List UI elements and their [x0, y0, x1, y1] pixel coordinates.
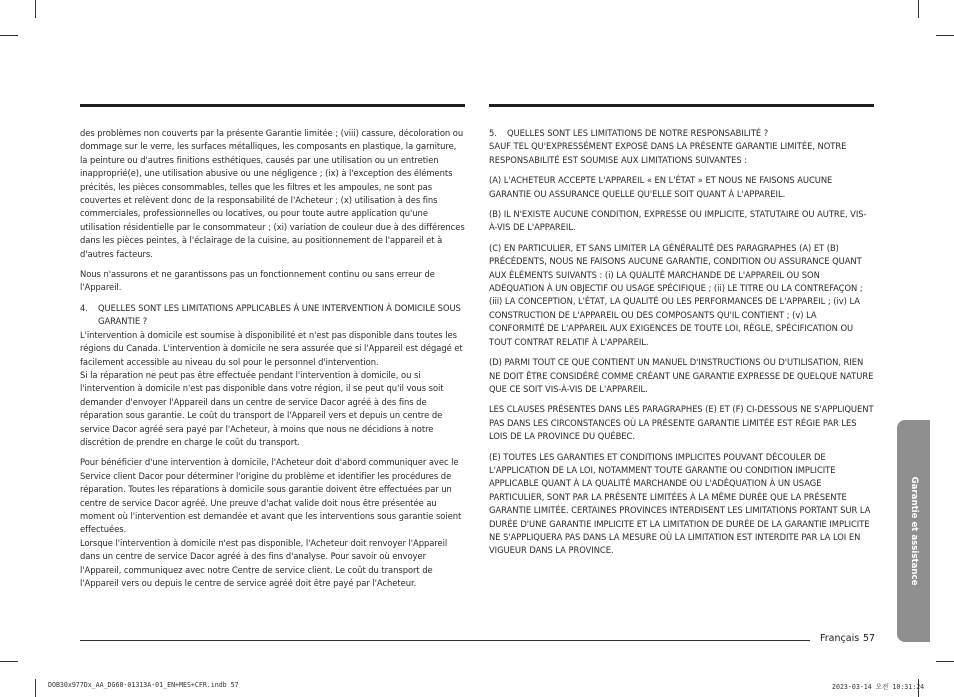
section-side-tab	[897, 420, 930, 642]
section-heading-5	[489, 127, 874, 140]
section-title: QUELLES SONT LES LIMITATIONS DE NOTRE RESPONSABILITÉ ?	[507, 128, 769, 138]
print-slug-file: DOB30x977Dx_AA_DG68-01313A-01_EN+MES+CFR.indb 57	[48, 681, 239, 689]
body-paragraph: L'intervention à domicile est soumise à disponibilité et n'est pas disponible dans toutes les régions du Canada. L'intervention à domicile ne sera assurée que si l'Appareil est dégagé et facilement accessible au niveau du sol pour le personnel d'intervention.	[80, 329, 463, 367]
body-paragraph: LES CLAUSES PRÉSENTES DANS LES PARAGRAPHES (E) ET (F) CI-DESSOUS NE S'APPLIQUENT PAS DANS LES CIRCONSTANCES OÙ LA PRÉSENTE GARANTIE LIMITÉE EST RÉGIE PAR LES LOIS DE LA PROVINCE DU QUÉBEC.	[489, 404, 874, 442]
crop-mark	[936, 35, 954, 36]
right-column-rule	[489, 104, 874, 107]
crop-mark	[918, 0, 919, 18]
crop-mark	[0, 35, 18, 36]
print-slug-timestamp: 2023-03-14 오전 10:31:24	[832, 683, 925, 691]
body-paragraph: (D) PARMI TOUT CE QUE CONTIENT UN MANUEL D'INSTRUCTIONS OU D'UTILISATION, RIEN NE DOIT ÊTRE CONSIDÉRÉ COMME CRÉANT UNE GARANTIE EXPRESSE DE QUELQUE NATURE QUE CE SOIT VIS-À-VIS DE L'APPAREIL.	[489, 357, 874, 394]
body-paragraph: Si la réparation ne peut pas être effectuée pendant l'intervention à domicile, ou si l'intervention à domicile n'est pas disponible dans votre région, il se peut qu'il vous soit demander d'envoyer l'Appareil dans un centre de service Dacor agréé à des fins de réparation sous garantie. Le coût du transport de l'Appareil vers et depuis un centre de service Dacor agréé sera payé par l'Acheteur, à moins que nous ne décidions à notre discrétion de prendre en charge le coût du transport.	[80, 369, 444, 447]
section-number: 4.	[80, 302, 88, 313]
body-paragraph: (B) IL N'EXISTE AUCUNE CONDITION, EXPRESSE OU IMPLICITE, STATUTAIRE OU AUTRE, VIS-À-VIS DE L'APPAREIL.	[489, 209, 867, 233]
body-paragraph: (A) L'ACHETEUR ACCEPTE L'APPAREIL « EN L'ÉTAT » ET NOUS NE FAISONS AUCUNE GARANTIE OU ASSURANCE QUELLE QU'ELLE SOIT QUANT À L'APPAREIL.	[489, 175, 833, 199]
body-paragraph: Lorsque l'intervention à domicile n'est pas disponible, l'Acheteur doit renvoyer l'Appareil dans un centre de service Dacor agréé à des fins d'analyse. Pour savoir où envoyer l'Appareil, communiquez avec notre Centre de service client. Le coût du transport de l'Appareil vers ou depuis le centre de service agréé doit être payé par l'Acheteur.	[80, 537, 448, 588]
body-paragraph: des problèmes non couverts par la présente Garantie limitée ; (viii) cassure, décoloration ou dommage sur le verre, les surfaces métalliques, les composants en plastique, la garniture, la peinture ou d'autres finitions esthétiques, causés par une utilisation ou un entretien inapproprié(e), une utilisation abusive ou une négligence ; (ix) à l'exception des éléments précités, les pièces consommables, telles que les filtres et les ampoules, ne sont pas couvertes et relèvent donc de la responsabilité de l'Acheteur ; (x) utilisation à des fins commerciales, professionnelles ou locatives, ou pour toute autre application qu'une utilisation résidentielle par le consommateur ; (xi) variation de couleur due à des différences dans les pièces peintes, à l'éclairage de la cuisine, au positionnement de l'appareil et à d'autres facteurs.	[80, 128, 465, 259]
left-column-rule	[80, 104, 465, 107]
body-paragraph: Nous n'assurons et ne garantissons pas un fonctionnement continu ou sans erreur de l'Appareil.	[80, 269, 435, 293]
body-paragraph: (C) EN PARTICULIER, ET SANS LIMITER LA GÉNÉRALITÉ DES PARAGRAPHES (A) ET (B) PRÉCÉDENTS, NOUS NE FAISONS AUCUNE GARANTIE, CONDITION OU ASSURANCE QUANT AUX ÉLÉMENTS SUIVANTS : (i) LA QUALITÉ MARCHANDE DE L'APPAREIL OU SON ADÉQUATION À UN OBJECTIF OU USAGE SPÉCIFIQUE ; (ii) LE TITRE OU LA CONTREFAÇON ; (iii) LA CONCEPTION, L'ÉTAT, LA QUALITÉ OU LES PERFORMANCES DE L'APPAREIL ; (iv) LA CONSTRUCTION DE L'APPAREIL OU DES COMPOSANTS QU'IL CONTIENT ; (v) LA CONFORMITÉ DE L'APPAREIL AUX EXIGENCES DE TOUTE LOI, RÈGLE, SPÉCIFICATION OU TOUT CONTRAT RELATIF À L'APPAREIL.	[489, 242, 863, 347]
body-paragraph: Pour bénéficier d'une intervention à domicile, l'Acheteur doit d'abord communiquer avec le Service client Dacor pour déterminer l'origine du problème et identifier les procédures de réparation. Toutes les réparations à domicile sous garantie doivent être effectuées par un centre de service Dacor agréé. Une preuve d'achat valide doit nous être présentée au moment où l'intervention est demandée et avant que les interventions sous garantie soient effectuées.	[80, 457, 462, 535]
footer-language: Français	[820, 633, 860, 644]
crop-mark	[35, 0, 36, 18]
section-title: QUELLES SONT LES LIMITATIONS APPLICABLES À UNE INTERVENTION À DOMICILE SOUS GARANTIE ?	[98, 302, 461, 327]
side-tab-label: Garantie et assistance	[908, 476, 919, 586]
body-paragraph: SAUF TEL QU'EXPRESSÉMENT EXPOSÉ DANS LA PRÉSENTE GARANTIE LIMITÉE, NOTRE RESPONSABILITÉ EST SOUMISE AUX LIMITATIONS SUIVANTES :	[489, 141, 847, 165]
crop-mark	[0, 661, 18, 662]
page-number: 57	[863, 633, 876, 644]
section-number: 5.	[489, 128, 497, 138]
body-paragraph: (E) TOUTES LES GARANTIES ET CONDITIONS IMPLICITES POUVANT DÉCOULER DE L'APPLICATION DE LA LOI, NOTAMMENT TOUTE GARANTIE OU CONDITION IMPLICITE APPLICABLE QUANT À LA QUALITÉ MARCHANDE OU L'ADÉQUATION À UN USAGE PARTICULIER, SONT PAR LA PRÉSENTE LIMITÉES À LA MÊME DURÉE QUE LA PRÉSENTE GARANTIE LIMITÉE. CERTAINES PROVINCES INTERDISENT LES LIMITATIONS PORTANT SUR LA DURÉE D'UNE GARANTIE IMPLICITE ET LA LIMITATION DE DURÉE DE LA GARANTIE IMPLICITE NE S'APPLIQUERA PAS DANS LA MESURE OÙ LA LIMITATION EST INTERDITE PAR LA LOI EN VIGUEUR DANS LA PROVINCE.	[489, 451, 871, 556]
left-column	[80, 127, 465, 597]
section-heading-4	[80, 302, 465, 329]
crop-mark	[936, 661, 954, 662]
right-column	[489, 127, 874, 565]
footer-rule	[80, 640, 810, 641]
crop-mark	[35, 679, 36, 697]
